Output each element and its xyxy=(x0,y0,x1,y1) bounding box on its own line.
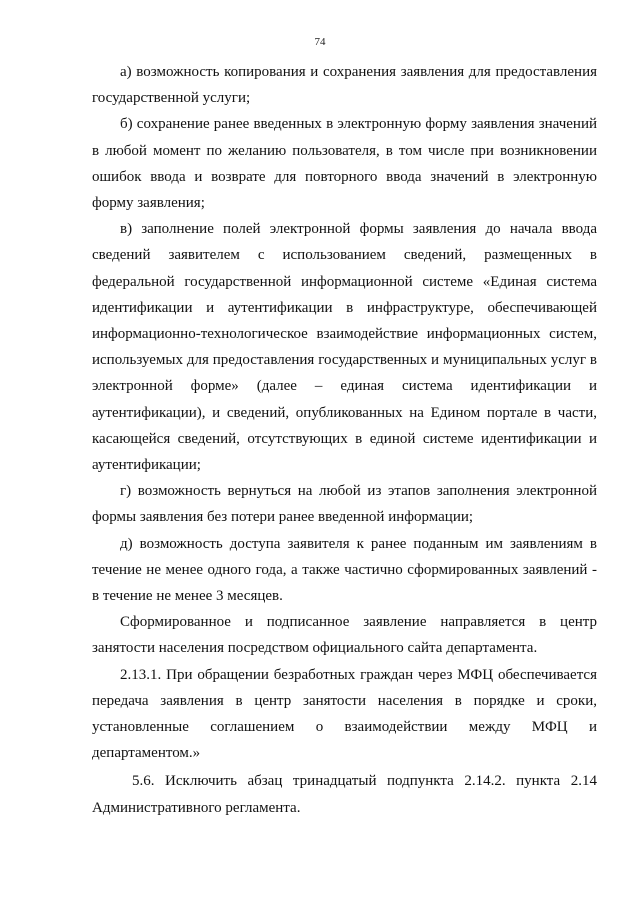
paragraph-section-5-6: 5.6. Исключить абзац тринадцатый подпункта 2.14.2. пункта 2.14 Административного регламента. xyxy=(92,773,597,816)
paragraph-item-a: а) возможность копирования и сохранения заявления для предоставления государственной услуги; xyxy=(92,64,597,107)
page-number: 74 xyxy=(314,36,326,48)
paragraph-item-v: в) заполнение полей электронной формы заявления до начала ввода сведений заявителем с использованием сведений, размещенных в федеральной государственной информационной системе «Единая система идентификации и аутентификации в инфраструктуре, обеспечивающей информационно-технологическое взаимодействие информационных систем, используемых для предоставления государственных и муниципальных услуг в электронной форме» (далее – единая система идентификации и аутентификации), и сведений, опубликованных на Едином портале в части, касающейся сведений, отсутствующих в единой системе идентификации и аутентификации; xyxy=(92,221,597,474)
document-body xyxy=(92,59,597,821)
paragraph-item-g: г) возможность вернуться на любой из этапов заполнения электронной формы заявления без потери ранее введенной информации; xyxy=(92,483,597,526)
paragraph-item-b: б) сохранение ранее введенных в электронную форму заявления значений в любой момент по желанию пользователя, в том числе при возникновении ошибок ввода и возврате для повторного ввода значений в электронную форму заявления; xyxy=(92,116,597,212)
paragraph-submission: Сформированное и подписанное заявление направляется в центр занятости населения посредством официального сайта департамента. xyxy=(92,614,597,657)
paragraph-section-2-13-1: 2.13.1. При обращении безработных граждан через МФЦ обеспечивается передача заявления в центр занятости населения в порядке и сроки, установленные соглашением о взаимодействии между МФЦ и департаментом.» xyxy=(92,666,597,762)
paragraph-item-d: д) возможность доступа заявителя к ранее поданным им заявлениям в течение не менее одного года, а также частично сформированных заявлений - в течение не менее 3 месяцев. xyxy=(92,535,597,605)
